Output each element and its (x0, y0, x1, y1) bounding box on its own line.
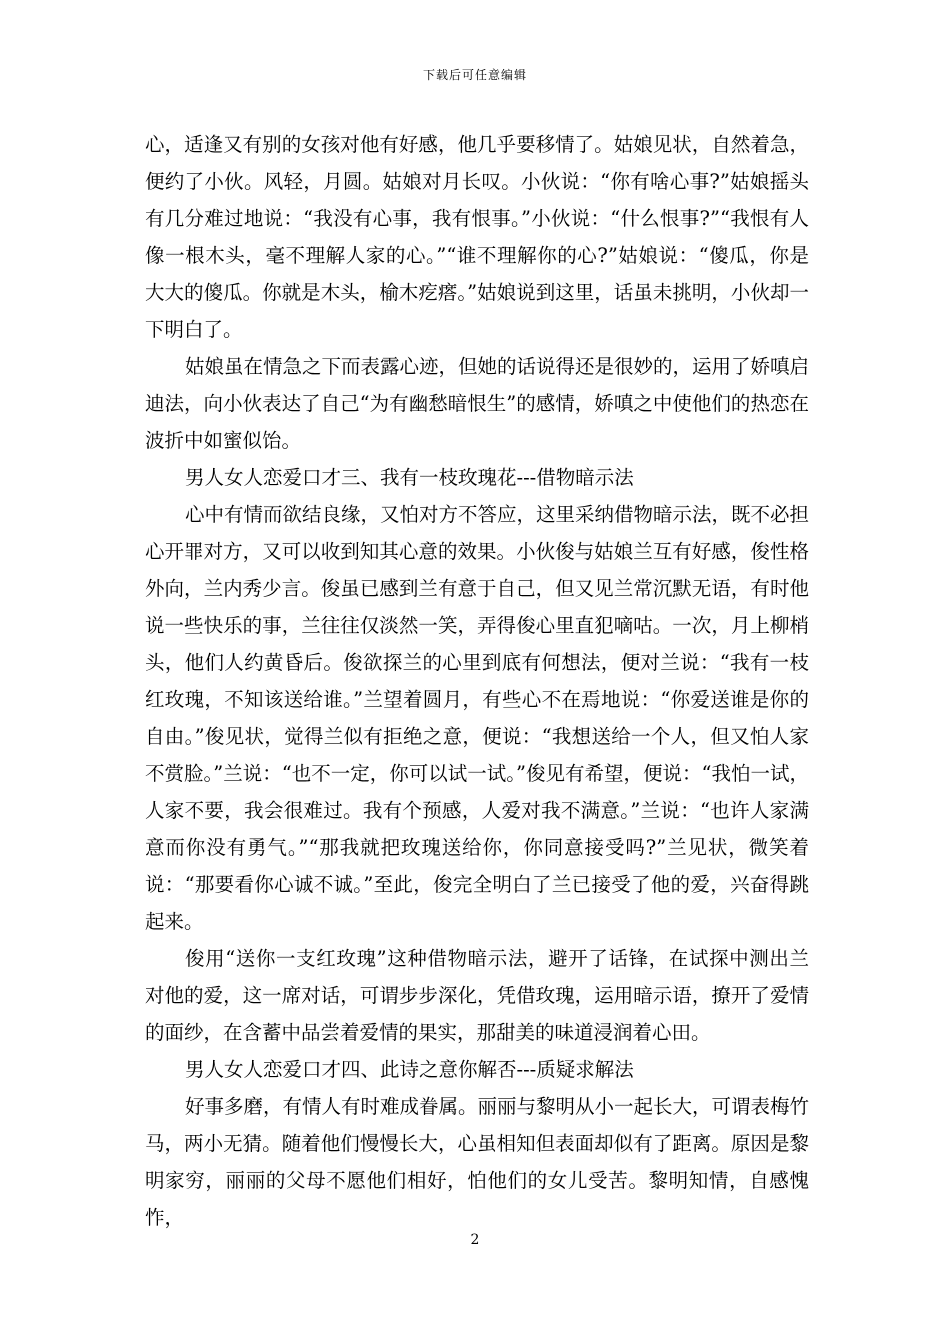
paragraph-continued: 心，适逢又有别的女孩对他有好感，他几乎要移情了。姑娘见状，自然着急，便约了小伙。风轻，月圆。姑娘对月长叹。小伙说：“你有啥心事?”姑娘摇头有几分难过地说：“我没有心事，我有恨事。”小伙说：“什么恨事?”“我恨有人像一根木头，毫不理解人家的心。”“谁不理解你的心?”姑娘说：“傻瓜，你是大大的傻瓜。你就是木头，榆木疙瘩。”姑娘说到这里，话虽未挑明，小伙却一下明白了。 (145, 133, 809, 341)
paragraph: 俊用“送你一支红玫瑰”这种借物暗示法，避开了话锋，在试探中测出兰对他的爱，这一席对话，可谓步步深化，凭借玫瑰，运用暗示语，撩开了爱情的面纱，在含蓄中品尝着爱情的果实，那甜美的味道浸润着心田。 (145, 947, 809, 1044)
paragraph: 好事多磨，有情人有时难成眷属。丽丽与黎明从小一起长大，可谓表梅竹马，两小无猜。随着他们慢慢长大，心虽相知但表面却似有了距离。原因是黎明家穷，丽丽的父母不愿他们相好，怕他们的女儿受苦。黎明知情，自感愧怍， (145, 1095, 810, 1229)
page-header: 下载后可任意编辑 (422, 68, 527, 82)
paragraph: 姑娘虽在情急之下而表露心迹，但她的话说得还是很妙的，运用了娇嗔启迪法，向小伙表达了自己“为有幽愁暗恨生”的感情，娇嗔之中使他们的热恋在波折中如蜜似饴。 (145, 355, 810, 452)
section-heading: 男人女人恋爱口才四、此诗之意你解否---质疑求解法 (185, 1058, 634, 1081)
page-number: 2 (470, 1232, 480, 1248)
paragraph: 心中有情而欲结良缘，又怕对方不答应，这里采纳借物暗示法，既不必担心开罪对方，又可以收到知其心意的效果。小伙俊与姑娘兰互有好感，俊性格外向，兰内秀少言。俊虽已感到兰有意于自己，但又见兰常沉默无语，有时他说一些快乐的事，兰往往仅淡然一笑，弄得俊心里直犯嘀咕。一次，月上柳梢头，他们人约黄昏后。俊欲探兰的心里到底有何想法，便对兰说：“我有一枝红玫瑰，不知该送给谁。”兰望着圆月，有些心不在焉地说：“你爱送谁是你的自由。”俊见状，觉得兰似有拒绝之意，便说：“我想送给一个人，但又怕人家不赏脸。”兰说：“也不一定，你可以试一试。”俊见有希望，便说：“我怕一试，人家不要，我会很难过。我有个预感，人爱对我不满意。”兰说：“也许人家满意而你没有勇气。”“那我就把玫瑰送给你，你同意接受吗?”兰见状，微笑着说：“那要看你心诚不诚。”至此，俊完全明白了兰已接受了他的爱，兴奋得跳起来。 (145, 503, 810, 933)
body-text (145, 126, 809, 1236)
section-heading: 男人女人恋爱口才三、我有一枝玫瑰花---借物暗示法 (185, 466, 634, 489)
